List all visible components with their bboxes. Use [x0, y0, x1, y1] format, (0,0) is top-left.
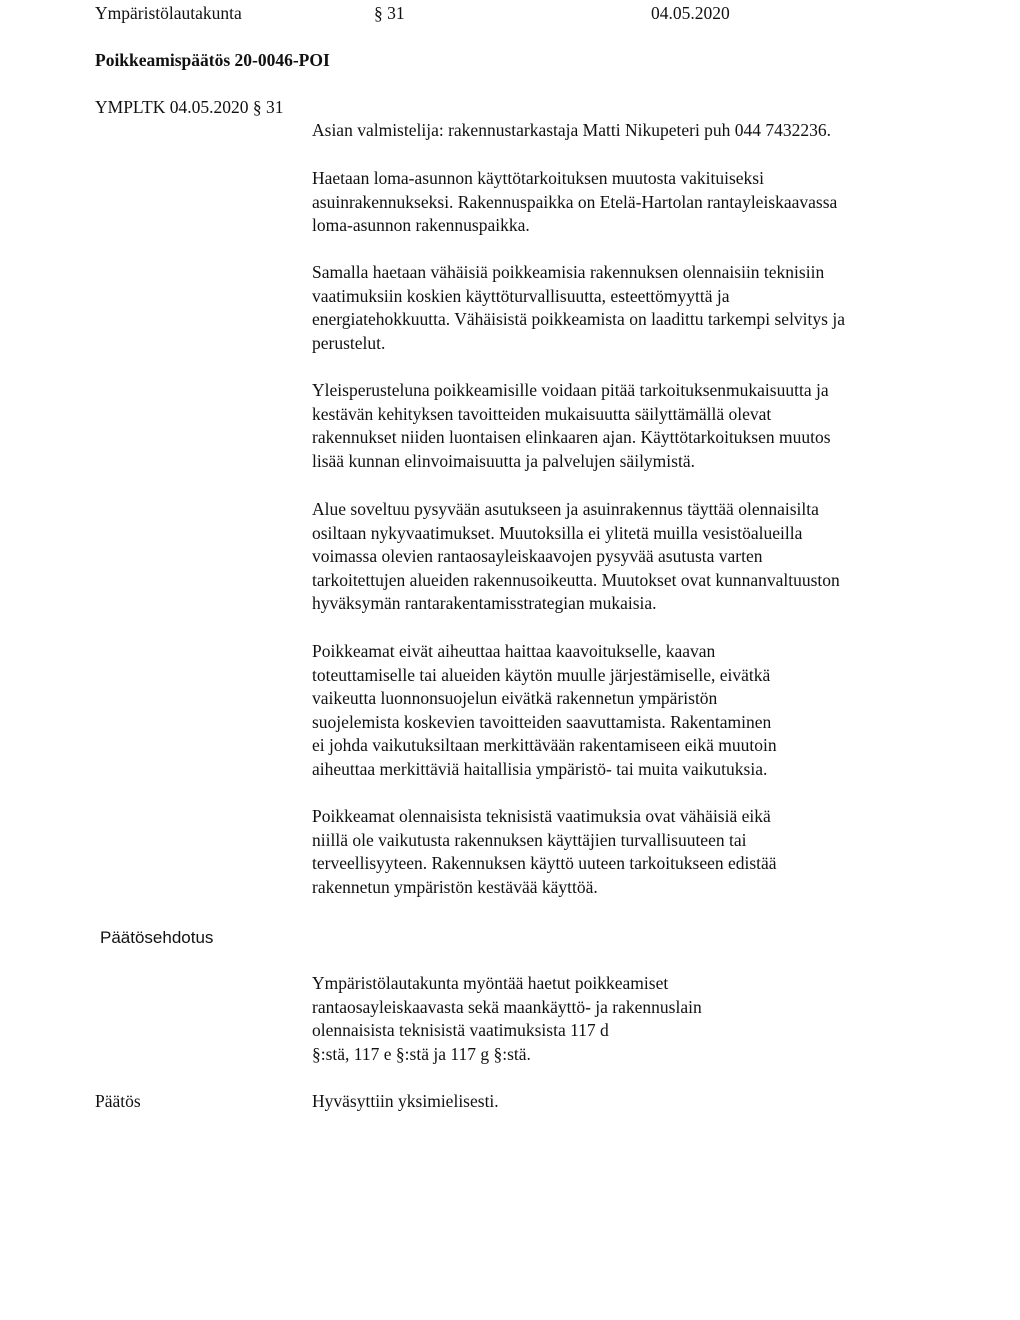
paragraph-6 [312, 805, 952, 899]
paragraph-line: Samalla haetaan vähäisiä poikkeamisia rakennuksen olennaisiin teknisiin [312, 262, 825, 282]
paragraph-line: energiatehokkuutta. Vähäisistä poikkeamista on laadittu tarkempi selvitys ja [312, 309, 845, 329]
committee-name: Ympäristölautakunta [95, 3, 242, 23]
paragraph-line: suojelemista koskevien tavoitteiden saavuttamista. Rakentaminen [312, 711, 772, 732]
paragraph-line: Yleisperusteluna poikkeamisille voidaan pitää tarkoituksenmukaisuutta ja [312, 380, 829, 400]
decision-label: Päätös [95, 1091, 141, 1111]
paragraph-5 [312, 640, 952, 781]
paragraph-line: vaatimuksiin koskien käyttöturvallisuutta, esteettömyyttä ja [312, 285, 730, 306]
preparer-line: Asian valmistelija: rakennustarkastaja Matti Nikupeteri puh 044 7432236. [312, 120, 832, 140]
paragraph-line: Poikkeamat olennaisista teknisistä vaatimuksia ovat vähäisiä eikä [312, 806, 771, 826]
paragraph-3 [312, 379, 952, 473]
paragraph-line: Haetaan loma-asunnon käyttötarkoituksen muutosta vakituiseksi [312, 168, 764, 188]
meeting-reference: YMPLTK 04.05.2020 § 31 [95, 97, 284, 117]
proposal-line: §:stä, 117 e §:stä ja 117 g §:stä. [312, 1043, 531, 1064]
paragraph-line: rakennetun ympäristön kestävää käyttöä. [312, 876, 598, 897]
decision-text: Hyväsyttiin yksimielisesti. [312, 1091, 499, 1111]
paragraph-line: voimassa olevien rantaosayleiskaavojen pysyvää asutusta varten [312, 546, 763, 566]
paragraph-line: Poikkeamat eivät aiheuttaa haittaa kaavoitukselle, kaavan [312, 641, 716, 661]
paragraph-line: vaikeutta luonnonsuojelun eivätkä rakennetun ympäristön [312, 688, 718, 708]
paragraph-line: rakennukset niiden luontaisen elinkaaren ajan. Käyttötarkoituksen muutos [312, 427, 831, 447]
paragraph-line: tarkoitettujen alueiden rakennusoikeutta. Muutokset ovat kunnanvaltuuston [312, 569, 840, 590]
paragraph-2 [312, 261, 952, 355]
paragraph-line: ei johda vaikutuksiltaan merkittävään rakentamiseen eikä muutoin [312, 735, 777, 755]
proposal-line: olennaisista teknisistä vaatimuksista 117 d [312, 1020, 609, 1040]
paragraph-line: lisää kunnan elinvoimaisuutta ja palvelujen säilymistä. [312, 450, 695, 471]
paragraph-line: asuinrakennukseksi. Rakennuspaikka on Etelä-Hartolan rantayleiskaavassa [312, 191, 838, 212]
section-number: § 31 [374, 3, 405, 23]
document-title: Poikkeamispäätös 20-0046-POI [95, 50, 330, 70]
paragraph-1 [312, 167, 952, 238]
paragraph-line: kestävän kehityksen tavoitteiden mukaisuutta säilyttämällä olevat [312, 403, 772, 424]
paragraph-line: aiheuttaa merkittäviä haitallisia ympäristö- tai muita vaikutuksia. [312, 758, 768, 779]
paragraph-line: Alue soveltuu pysyvään asutukseen ja asuinrakennus täyttää olennaisilta [312, 499, 819, 519]
paragraph-line: niillä ole vaikutusta rakennuksen käyttäjien turvallisuuteen tai [312, 829, 747, 850]
paragraph-line: hyväksymän rantarakentamisstrategian mukaisia. [312, 593, 657, 613]
proposal-label: Päätösehdotus [100, 928, 214, 947]
proposal-line: rantaosayleiskaavasta sekä maankäyttö- ja rakennuslain [312, 996, 702, 1017]
paragraph-line: osiltaan nykyvaatimukset. Muutoksilla ei ylitetä muilla vesistöalueilla [312, 522, 803, 543]
proposal-text [312, 972, 952, 1066]
paragraph-line: perustelut. [312, 332, 386, 353]
paragraph-line: toteuttamiselle tai alueiden käytön muulle järjestämiselle, eivätkä [312, 664, 771, 685]
paragraph-4 [312, 498, 952, 616]
proposal-line: Ympäristölautakunta myöntää haetut poikkeamiset [312, 973, 669, 993]
meeting-date: 04.05.2020 [651, 3, 730, 23]
paragraph-line: terveellisyyteen. Rakennuksen käyttö uuteen tarkoitukseen edistää [312, 853, 777, 873]
paragraph-line: loma-asunnon rakennuspaikka. [312, 215, 530, 235]
